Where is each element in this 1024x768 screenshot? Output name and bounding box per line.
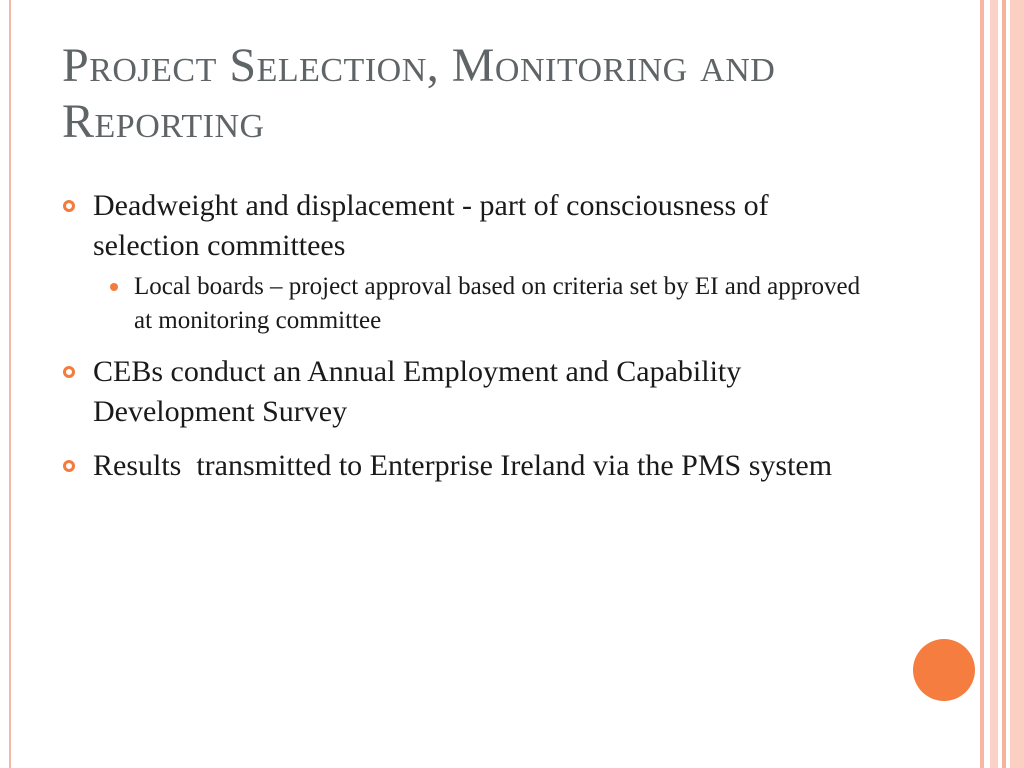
bullet-text: Deadweight and displacement - part of consciousness of selection committees: [93, 189, 769, 262]
bullet-item: [62, 186, 882, 338]
band-stripe: [1010, 0, 1024, 768]
bullet-text: Results transmitted to Enterprise Ireland via the PMS system: [93, 449, 833, 482]
sub-bullet-item: [93, 270, 882, 338]
band-stripe: [980, 0, 984, 768]
right-decorative-band: [980, 0, 1024, 768]
ring-bullet-icon: [63, 200, 75, 212]
ring-bullet-icon: [63, 366, 75, 378]
dot-bullet-icon: [110, 283, 118, 291]
circle-decoration: [913, 639, 975, 701]
sub-bullet-text: Local boards – project approval based on criteria set by EI and approved at monitoring committee: [134, 273, 861, 334]
bullet-list: [62, 186, 882, 500]
bullet-item: [62, 446, 882, 486]
left-border-line: [9, 0, 11, 768]
ring-bullet-icon: [63, 460, 75, 472]
bullet-item: [62, 352, 882, 432]
sub-bullet-list: [93, 270, 882, 338]
slide-title: Project Selection, Monitoring and Reporting: [62, 39, 776, 148]
band-stripe: [1002, 0, 1006, 768]
bullet-text: CEBs conduct an Annual Employment and Capability Development Survey: [93, 355, 742, 428]
band-stripe: [990, 0, 998, 768]
